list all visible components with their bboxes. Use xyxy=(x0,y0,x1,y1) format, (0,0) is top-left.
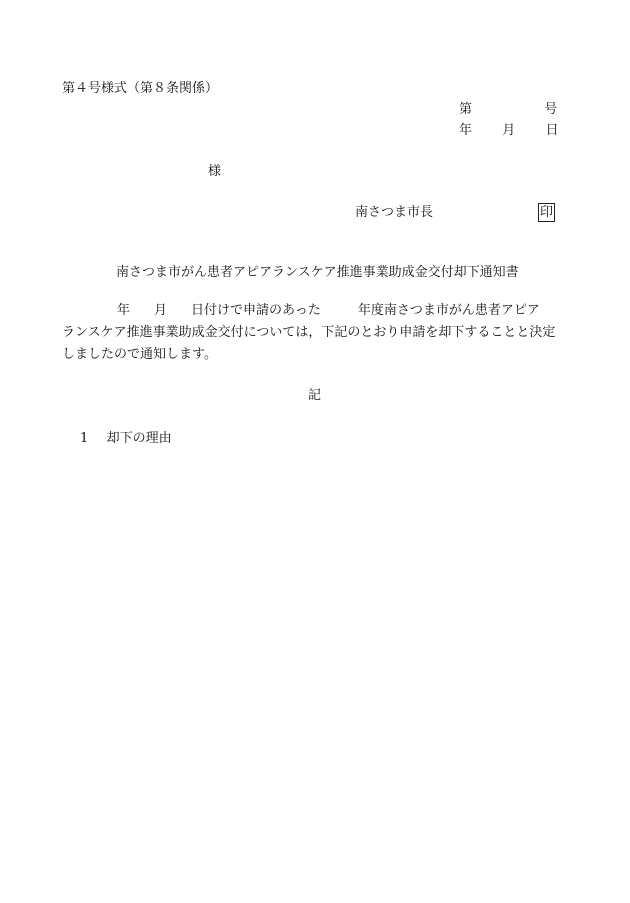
body-year: 年 xyxy=(117,303,131,318)
body-line-2: ランスケア推進事業助成金交付については，下記のとおり申請を却下することと決定 xyxy=(62,325,556,340)
body-line-3: しましたので通知します。 xyxy=(62,347,217,362)
body-line1-rest: 日付けで申請のあった xyxy=(191,303,321,318)
document-body xyxy=(62,300,572,366)
item-label: 却下の理由 xyxy=(106,431,172,446)
date-month: 月 xyxy=(502,123,516,138)
number-suffix: 号 xyxy=(544,102,558,117)
document-number xyxy=(459,103,557,116)
document-title: 南さつま市がん患者アピアランスケア推進事業助成金交付却下通知書 xyxy=(116,265,519,280)
seal-stamp xyxy=(538,203,555,222)
reason-item xyxy=(80,432,172,445)
sender-title: 南さつま市長 xyxy=(355,205,434,220)
form-label: 第４号様式（第８条関係） xyxy=(62,81,219,96)
number-prefix: 第 xyxy=(459,102,473,117)
body-line-1 xyxy=(62,300,572,322)
date-year: 年 xyxy=(459,123,473,138)
addressee-honorific: 様 xyxy=(208,164,222,179)
item-number: 1 xyxy=(80,431,89,446)
body-line1-end: 年度南さつま市がん患者アピア xyxy=(357,303,540,318)
date-day: 日 xyxy=(545,123,559,138)
document-date xyxy=(459,124,559,137)
ki-heading: 記 xyxy=(308,388,322,403)
seal-text: 印 xyxy=(540,205,554,220)
body-month: 月 xyxy=(154,303,168,318)
